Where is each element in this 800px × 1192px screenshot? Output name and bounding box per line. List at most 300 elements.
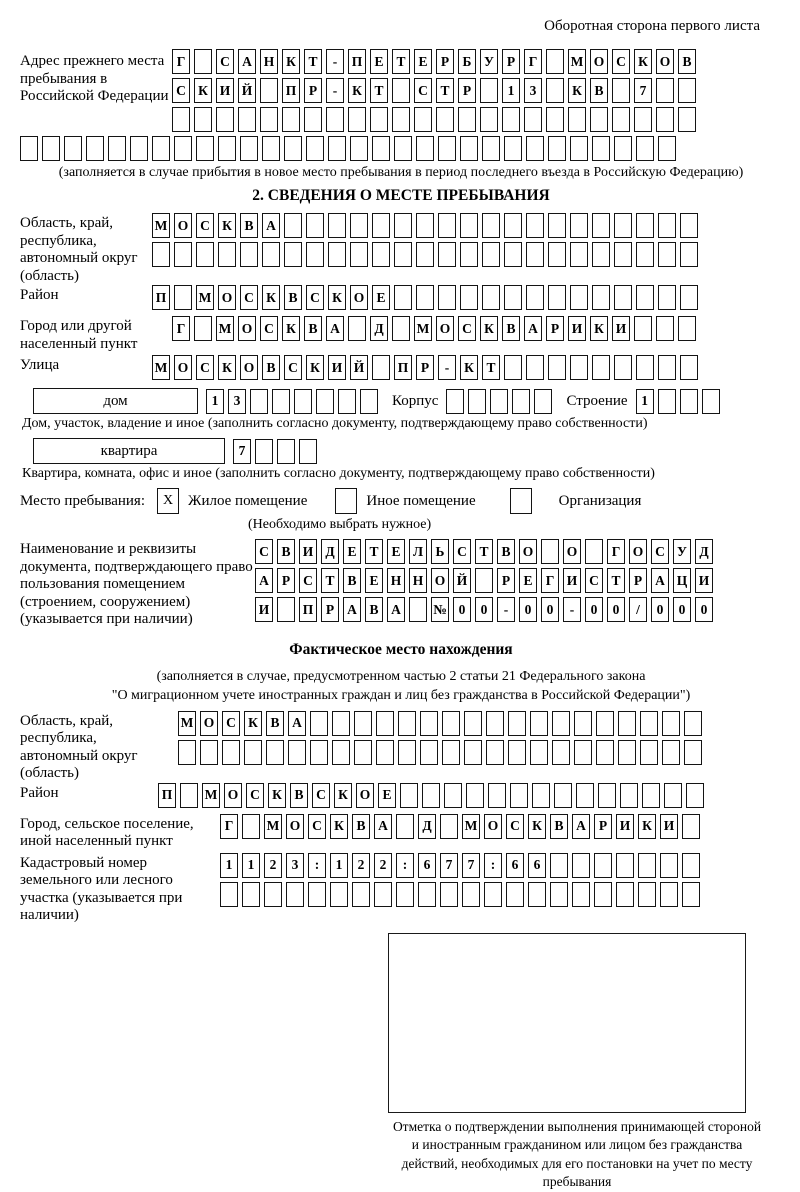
- char-box[interactable]: [260, 107, 278, 132]
- char-box[interactable]: [277, 439, 295, 464]
- char-box[interactable]: [552, 740, 570, 765]
- char-box[interactable]: [392, 107, 410, 132]
- char-box[interactable]: [504, 285, 522, 310]
- char-box[interactable]: [504, 242, 522, 267]
- char-box[interactable]: Д: [370, 316, 388, 341]
- char-box[interactable]: В: [304, 316, 322, 341]
- char-box[interactable]: [482, 242, 500, 267]
- char-box[interactable]: [172, 107, 190, 132]
- char-box[interactable]: И: [299, 539, 317, 564]
- char-box[interactable]: О: [484, 814, 502, 839]
- char-box[interactable]: [614, 213, 632, 238]
- char-box[interactable]: [612, 107, 630, 132]
- char-box[interactable]: 7: [233, 439, 251, 464]
- char-box[interactable]: [658, 389, 676, 414]
- char-box[interactable]: [438, 136, 456, 161]
- char-box[interactable]: В: [497, 539, 515, 564]
- char-box[interactable]: [460, 242, 478, 267]
- char-box[interactable]: [546, 107, 564, 132]
- house-field-box[interactable]: дом: [33, 388, 198, 414]
- char-box[interactable]: И: [568, 316, 586, 341]
- char-box[interactable]: В: [590, 78, 608, 103]
- char-box[interactable]: [510, 783, 528, 808]
- char-box[interactable]: К: [218, 213, 236, 238]
- char-box[interactable]: [180, 783, 198, 808]
- char-box[interactable]: К: [568, 78, 586, 103]
- char-box[interactable]: 6: [418, 853, 436, 878]
- char-box[interactable]: [218, 136, 236, 161]
- char-box[interactable]: [400, 783, 418, 808]
- char-box[interactable]: [526, 285, 544, 310]
- char-box[interactable]: [642, 783, 660, 808]
- char-box[interactable]: 6: [528, 853, 546, 878]
- char-box[interactable]: К: [334, 783, 352, 808]
- char-box[interactable]: [220, 882, 238, 907]
- char-box[interactable]: [550, 853, 568, 878]
- char-box[interactable]: [656, 316, 674, 341]
- char-box[interactable]: Е: [372, 285, 390, 310]
- char-box[interactable]: А: [238, 49, 256, 74]
- char-box[interactable]: [438, 285, 456, 310]
- char-box[interactable]: [282, 107, 300, 132]
- char-box[interactable]: С: [216, 49, 234, 74]
- char-box[interactable]: Т: [304, 49, 322, 74]
- char-box[interactable]: А: [374, 814, 392, 839]
- char-box[interactable]: [306, 242, 324, 267]
- char-box[interactable]: О: [286, 814, 304, 839]
- char-box[interactable]: [636, 136, 654, 161]
- char-box[interactable]: М: [152, 213, 170, 238]
- char-box[interactable]: [614, 136, 632, 161]
- char-box[interactable]: К: [328, 285, 346, 310]
- char-box[interactable]: [484, 882, 502, 907]
- char-box[interactable]: Д: [418, 814, 436, 839]
- char-box[interactable]: [541, 539, 559, 564]
- char-box[interactable]: И: [563, 568, 581, 593]
- char-box[interactable]: Г: [220, 814, 238, 839]
- char-box[interactable]: [374, 882, 392, 907]
- char-box[interactable]: О: [590, 49, 608, 74]
- char-box[interactable]: 3: [228, 389, 246, 414]
- char-box[interactable]: [416, 242, 434, 267]
- char-box[interactable]: [442, 740, 460, 765]
- char-box[interactable]: [372, 136, 390, 161]
- char-box[interactable]: [548, 136, 566, 161]
- char-box[interactable]: 1: [220, 853, 238, 878]
- char-box[interactable]: С: [312, 783, 330, 808]
- char-box[interactable]: К: [634, 49, 652, 74]
- char-box[interactable]: [218, 242, 236, 267]
- char-box[interactable]: С: [246, 783, 264, 808]
- char-box[interactable]: [508, 711, 526, 736]
- char-box[interactable]: А: [387, 597, 405, 622]
- char-box[interactable]: 0: [585, 597, 603, 622]
- char-box[interactable]: [392, 316, 410, 341]
- char-box[interactable]: [242, 882, 260, 907]
- char-box[interactable]: [396, 814, 414, 839]
- char-box[interactable]: [680, 213, 698, 238]
- char-box[interactable]: Е: [378, 783, 396, 808]
- char-box[interactable]: [570, 355, 588, 380]
- char-box[interactable]: [596, 740, 614, 765]
- char-box[interactable]: В: [262, 355, 280, 380]
- char-box[interactable]: [508, 740, 526, 765]
- char-box[interactable]: [585, 539, 603, 564]
- char-box[interactable]: И: [612, 316, 630, 341]
- char-box[interactable]: В: [502, 316, 520, 341]
- char-box[interactable]: [360, 389, 378, 414]
- char-box[interactable]: [550, 882, 568, 907]
- char-box[interactable]: [196, 136, 214, 161]
- char-box[interactable]: [64, 136, 82, 161]
- char-box[interactable]: [299, 439, 317, 464]
- char-box[interactable]: 0: [453, 597, 471, 622]
- char-box[interactable]: [620, 783, 638, 808]
- char-box[interactable]: К: [638, 814, 656, 839]
- char-box[interactable]: [570, 136, 588, 161]
- char-box[interactable]: Р: [629, 568, 647, 593]
- char-box[interactable]: Й: [238, 78, 256, 103]
- char-box[interactable]: 0: [607, 597, 625, 622]
- char-box[interactable]: [636, 355, 654, 380]
- char-box[interactable]: [658, 213, 676, 238]
- char-box[interactable]: [348, 107, 366, 132]
- char-box[interactable]: С: [458, 316, 476, 341]
- char-box[interactable]: П: [394, 355, 412, 380]
- char-box[interactable]: Г: [541, 568, 559, 593]
- char-box[interactable]: [414, 107, 432, 132]
- char-box[interactable]: Р: [416, 355, 434, 380]
- char-box[interactable]: [396, 882, 414, 907]
- char-box[interactable]: [130, 136, 148, 161]
- char-box[interactable]: [328, 136, 346, 161]
- char-box[interactable]: К: [262, 285, 280, 310]
- char-box[interactable]: [524, 107, 542, 132]
- char-box[interactable]: [354, 740, 372, 765]
- char-box[interactable]: [680, 285, 698, 310]
- char-box[interactable]: [308, 882, 326, 907]
- char-box[interactable]: Р: [321, 597, 339, 622]
- char-box[interactable]: [596, 711, 614, 736]
- char-box[interactable]: Р: [497, 568, 515, 593]
- char-box[interactable]: [418, 882, 436, 907]
- char-box[interactable]: [548, 213, 566, 238]
- char-box[interactable]: [370, 107, 388, 132]
- char-box[interactable]: [392, 78, 410, 103]
- char-box[interactable]: К: [460, 355, 478, 380]
- char-box[interactable]: М: [196, 285, 214, 310]
- char-box[interactable]: [194, 49, 212, 74]
- char-box[interactable]: [488, 783, 506, 808]
- char-box[interactable]: [244, 740, 262, 765]
- char-box[interactable]: [656, 78, 674, 103]
- char-box[interactable]: [592, 242, 610, 267]
- char-box[interactable]: [352, 882, 370, 907]
- char-box[interactable]: К: [282, 316, 300, 341]
- char-box[interactable]: [638, 882, 656, 907]
- char-box[interactable]: М: [264, 814, 282, 839]
- char-box[interactable]: [178, 740, 196, 765]
- char-box[interactable]: :: [308, 853, 326, 878]
- char-box[interactable]: Т: [475, 539, 493, 564]
- char-box[interactable]: В: [266, 711, 284, 736]
- char-box[interactable]: Т: [365, 539, 383, 564]
- char-box[interactable]: [570, 213, 588, 238]
- char-box[interactable]: У: [673, 539, 691, 564]
- char-box[interactable]: Н: [387, 568, 405, 593]
- char-box[interactable]: О: [656, 49, 674, 74]
- char-box[interactable]: [574, 711, 592, 736]
- char-box[interactable]: [194, 316, 212, 341]
- char-box[interactable]: [636, 213, 654, 238]
- char-box[interactable]: [598, 783, 616, 808]
- char-box[interactable]: С: [453, 539, 471, 564]
- char-box[interactable]: С: [414, 78, 432, 103]
- char-box[interactable]: У: [480, 49, 498, 74]
- char-box[interactable]: [678, 78, 696, 103]
- char-box[interactable]: [482, 285, 500, 310]
- char-box[interactable]: Г: [607, 539, 625, 564]
- char-box[interactable]: [338, 389, 356, 414]
- char-box[interactable]: К: [218, 355, 236, 380]
- char-box[interactable]: [422, 783, 440, 808]
- char-box[interactable]: 1: [636, 389, 654, 414]
- char-box[interactable]: В: [284, 285, 302, 310]
- char-box[interactable]: [506, 882, 524, 907]
- char-box[interactable]: 0: [695, 597, 713, 622]
- char-box[interactable]: [416, 285, 434, 310]
- char-box[interactable]: А: [524, 316, 542, 341]
- char-box[interactable]: Р: [594, 814, 612, 839]
- char-box[interactable]: 0: [519, 597, 537, 622]
- char-box[interactable]: [194, 107, 212, 132]
- char-box[interactable]: [240, 242, 258, 267]
- char-box[interactable]: [354, 711, 372, 736]
- char-box[interactable]: С: [306, 285, 324, 310]
- char-box[interactable]: В: [343, 568, 361, 593]
- char-box[interactable]: [332, 711, 350, 736]
- char-box[interactable]: [634, 316, 652, 341]
- char-box[interactable]: [572, 882, 590, 907]
- char-box[interactable]: К: [244, 711, 262, 736]
- char-box[interactable]: [482, 213, 500, 238]
- char-box[interactable]: [394, 242, 412, 267]
- char-box[interactable]: [658, 355, 676, 380]
- char-box[interactable]: [20, 136, 38, 161]
- char-box[interactable]: [332, 740, 350, 765]
- char-box[interactable]: [460, 136, 478, 161]
- char-box[interactable]: К: [590, 316, 608, 341]
- char-box[interactable]: Е: [519, 568, 537, 593]
- char-box[interactable]: И: [255, 597, 273, 622]
- char-box[interactable]: [618, 711, 636, 736]
- char-box[interactable]: М: [216, 316, 234, 341]
- stamp-area[interactable]: [388, 933, 746, 1113]
- char-box[interactable]: [534, 389, 552, 414]
- char-box[interactable]: 1: [330, 853, 348, 878]
- char-box[interactable]: [398, 711, 416, 736]
- char-box[interactable]: Р: [304, 78, 322, 103]
- char-box[interactable]: С: [506, 814, 524, 839]
- char-box[interactable]: М: [414, 316, 432, 341]
- char-box[interactable]: [240, 136, 258, 161]
- char-box[interactable]: Т: [392, 49, 410, 74]
- char-box[interactable]: [420, 711, 438, 736]
- char-box[interactable]: О: [431, 568, 449, 593]
- char-box[interactable]: [616, 882, 634, 907]
- char-box[interactable]: Г: [172, 49, 190, 74]
- char-box[interactable]: П: [299, 597, 317, 622]
- char-box[interactable]: Т: [436, 78, 454, 103]
- char-box[interactable]: С: [585, 568, 603, 593]
- char-box[interactable]: [242, 814, 260, 839]
- char-box[interactable]: Е: [343, 539, 361, 564]
- char-box[interactable]: Р: [436, 49, 454, 74]
- char-box[interactable]: Г: [172, 316, 190, 341]
- char-box[interactable]: [330, 882, 348, 907]
- char-box[interactable]: 1: [206, 389, 224, 414]
- char-box[interactable]: [662, 711, 680, 736]
- char-box[interactable]: О: [174, 355, 192, 380]
- char-box[interactable]: 7: [440, 853, 458, 878]
- char-box[interactable]: [394, 136, 412, 161]
- char-box[interactable]: [502, 107, 520, 132]
- stay-type-checkbox-organization[interactable]: [510, 488, 532, 514]
- char-box[interactable]: [686, 783, 704, 808]
- char-box[interactable]: 3: [524, 78, 542, 103]
- char-box[interactable]: [548, 285, 566, 310]
- char-box[interactable]: [174, 285, 192, 310]
- char-box[interactable]: [684, 711, 702, 736]
- char-box[interactable]: К: [194, 78, 212, 103]
- char-box[interactable]: [284, 213, 302, 238]
- char-box[interactable]: [277, 597, 295, 622]
- char-box[interactable]: [658, 285, 676, 310]
- char-box[interactable]: [466, 783, 484, 808]
- char-box[interactable]: [286, 882, 304, 907]
- char-box[interactable]: С: [196, 355, 214, 380]
- char-box[interactable]: Ц: [673, 568, 691, 593]
- char-box[interactable]: Е: [387, 539, 405, 564]
- char-box[interactable]: О: [519, 539, 537, 564]
- char-box[interactable]: [306, 136, 324, 161]
- char-box[interactable]: -: [563, 597, 581, 622]
- char-box[interactable]: [702, 389, 720, 414]
- char-box[interactable]: [438, 242, 456, 267]
- char-box[interactable]: [594, 853, 612, 878]
- char-box[interactable]: [464, 711, 482, 736]
- char-box[interactable]: [444, 783, 462, 808]
- char-box[interactable]: [546, 78, 564, 103]
- char-box[interactable]: [684, 740, 702, 765]
- char-box[interactable]: [306, 213, 324, 238]
- char-box[interactable]: [436, 107, 454, 132]
- char-box[interactable]: П: [158, 783, 176, 808]
- char-box[interactable]: [616, 853, 634, 878]
- char-box[interactable]: [680, 242, 698, 267]
- char-box[interactable]: [504, 213, 522, 238]
- char-box[interactable]: [590, 107, 608, 132]
- char-box[interactable]: [446, 389, 464, 414]
- char-box[interactable]: А: [572, 814, 590, 839]
- char-box[interactable]: [152, 242, 170, 267]
- char-box[interactable]: [592, 285, 610, 310]
- char-box[interactable]: Б: [458, 49, 476, 74]
- char-box[interactable]: В: [678, 49, 696, 74]
- char-box[interactable]: :: [396, 853, 414, 878]
- char-box[interactable]: [462, 882, 480, 907]
- char-box[interactable]: К: [330, 814, 348, 839]
- char-box[interactable]: [640, 740, 658, 765]
- char-box[interactable]: [618, 740, 636, 765]
- char-box[interactable]: [594, 882, 612, 907]
- char-box[interactable]: К: [282, 49, 300, 74]
- char-box[interactable]: [86, 136, 104, 161]
- char-box[interactable]: Т: [370, 78, 388, 103]
- char-box[interactable]: Й: [453, 568, 471, 593]
- char-box[interactable]: [528, 882, 546, 907]
- stay-type-checkbox-other[interactable]: [335, 488, 357, 514]
- char-box[interactable]: О: [238, 316, 256, 341]
- char-box[interactable]: Т: [321, 568, 339, 593]
- char-box[interactable]: [680, 355, 698, 380]
- char-box[interactable]: О: [629, 539, 647, 564]
- char-box[interactable]: [682, 814, 700, 839]
- char-box[interactable]: [348, 316, 366, 341]
- char-box[interactable]: 0: [475, 597, 493, 622]
- char-box[interactable]: [548, 242, 566, 267]
- char-box[interactable]: 2: [374, 853, 392, 878]
- char-box[interactable]: О: [224, 783, 242, 808]
- char-box[interactable]: [458, 107, 476, 132]
- char-box[interactable]: [512, 389, 530, 414]
- char-box[interactable]: Р: [277, 568, 295, 593]
- char-box[interactable]: [440, 882, 458, 907]
- char-box[interactable]: Д: [695, 539, 713, 564]
- char-box[interactable]: [284, 242, 302, 267]
- char-box[interactable]: С: [612, 49, 630, 74]
- char-box[interactable]: В: [365, 597, 383, 622]
- char-box[interactable]: И: [216, 78, 234, 103]
- char-box[interactable]: С: [651, 539, 669, 564]
- char-box[interactable]: А: [326, 316, 344, 341]
- char-box[interactable]: [592, 355, 610, 380]
- char-box[interactable]: [680, 389, 698, 414]
- char-box[interactable]: О: [436, 316, 454, 341]
- char-box[interactable]: К: [268, 783, 286, 808]
- char-box[interactable]: 0: [673, 597, 691, 622]
- char-box[interactable]: [376, 711, 394, 736]
- char-box[interactable]: [526, 136, 544, 161]
- char-box[interactable]: [572, 853, 590, 878]
- char-box[interactable]: Й: [350, 355, 368, 380]
- char-box[interactable]: [350, 136, 368, 161]
- char-box[interactable]: А: [255, 568, 273, 593]
- char-box[interactable]: [568, 107, 586, 132]
- char-box[interactable]: №: [431, 597, 449, 622]
- char-box[interactable]: П: [152, 285, 170, 310]
- char-box[interactable]: [526, 355, 544, 380]
- char-box[interactable]: И: [695, 568, 713, 593]
- char-box[interactable]: 0: [651, 597, 669, 622]
- char-box[interactable]: Н: [260, 49, 278, 74]
- char-box[interactable]: /: [629, 597, 647, 622]
- char-box[interactable]: [576, 783, 594, 808]
- char-box[interactable]: [468, 389, 486, 414]
- char-box[interactable]: П: [348, 49, 366, 74]
- char-box[interactable]: [532, 783, 550, 808]
- char-box[interactable]: С: [284, 355, 302, 380]
